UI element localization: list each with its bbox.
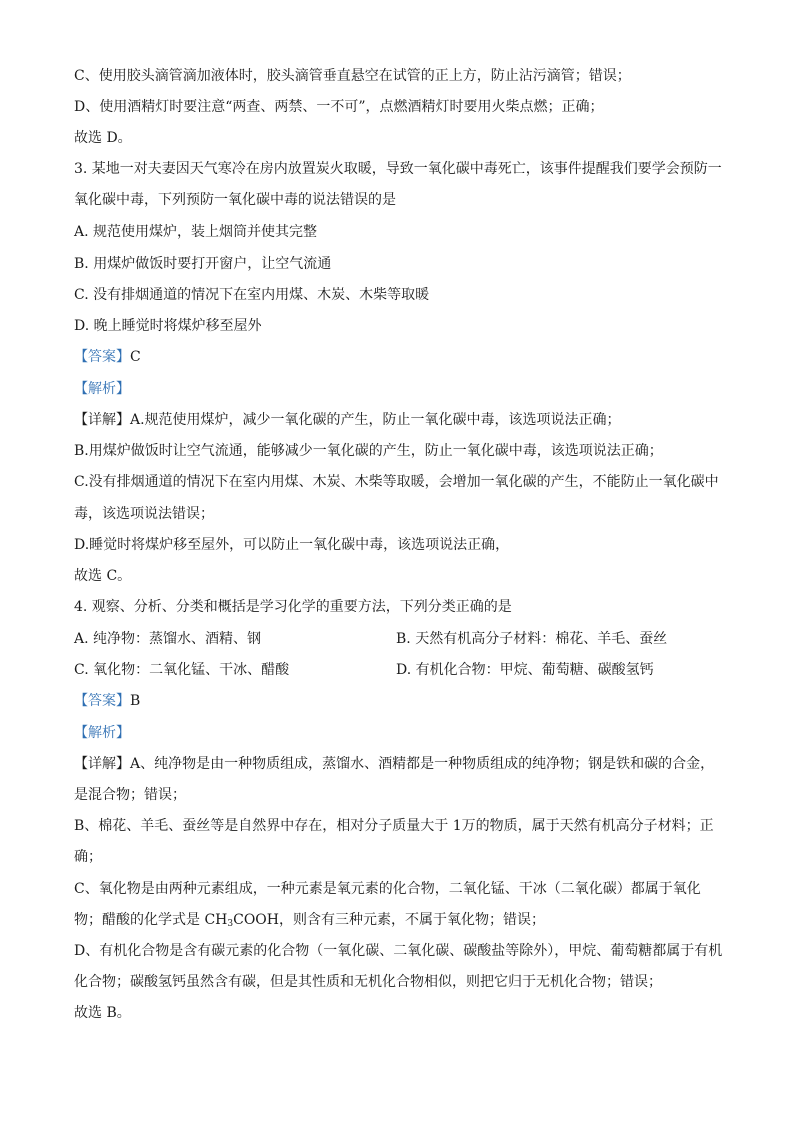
q3-answer [74,347,141,367]
q2-option-c-explanation: C、使用胶头滴管滴加液体时，胶头滴管垂直悬空在试管的正上方，防止沾污滴管；错误； [74,68,631,84]
q4-answer-value: B [130,693,141,709]
q4-detail-c2-subscript: 3 [227,919,234,929]
q3-detail-c-line-2: 毒，该选项说法错误； [74,506,214,522]
q4-detail-d-line-2: 化合物；碳酸氢钙虽然含有碳，但是其性质和无机化合物相似，则把它归于无机化合物；错误； [74,974,662,990]
q3-answer-value: C [130,349,141,365]
q4-detail-a-line-2: 是混合物；错误； [74,787,186,803]
q3-answer-tag: 【答案】 [74,349,130,365]
q3-analysis-heading [74,379,130,399]
q2-option-d-explanation: D、使用酒精灯时要注意“两查、两禁、一不可”，点燃酒精灯时要用火柴点燃；正确； [74,99,604,115]
q4-stem: 4. 观察、分析、分类和概括是学习化学的重要方法，下列分类正确的是 [74,599,512,615]
q3-detail-d: D.睡觉时将煤炉移至屋外，可以防止一氧化碳中毒，该选项说法正确， [74,537,510,553]
q4-detail-c2-pre: 物；醋酸的化学式是 CH [74,912,228,928]
q3-option-c: C. 没有排烟通道的情况下在室内用煤、木炭、木柴等取暖 [74,287,430,303]
q4-analysis-tag: 【解析】 [74,725,130,741]
q4-detail-c2-post: COOH，则含有三种元素，不属于氧化物；错误； [233,912,545,928]
q3-detail-b: B.用煤炉做饭时让空气流通，能够减少一氧化碳的产生，防止一氧化碳中毒，该选项说法正确； [74,443,663,459]
q4-option-c: C. 氧化物：二氧化锰、干冰、醋酸 [74,662,290,678]
q3-option-a: A. 规范使用煤炉，装上烟筒并使其完整 [74,224,318,240]
q4-answer [74,691,140,711]
q4-detail-d-line-1: D、有机化合物是含有碳元素的化合物（一氧化碳、二氧化碳、碳酸盐等除外），甲烷、葡萄糖都属于有机 [74,943,723,959]
q3-detail-a [74,410,621,430]
q4-detail-a-line-1 [74,754,714,774]
q4-option-a: A. 纯净物：蒸馏水、酒精、钢 [74,631,262,647]
q3-option-b: B. 用煤炉做饭时要打开窗户，让空气流通 [74,256,332,272]
q4-detail-tag: 【详解】 [74,756,130,772]
q4-detail-b-line-1: B、棉花、羊毛、蚕丝等是自然界中存在，相对分子质量大于 1万的物质，属于天然有机高分子材料；正 [74,818,714,834]
q4-option-b: B. 天然有机高分子材料：棉花、羊毛、蚕丝 [396,631,668,647]
q3-option-d: D. 晚上睡觉时将煤炉移至屋外 [74,318,262,334]
q3-analysis-tag: 【解析】 [74,381,130,397]
q3-detail-tag: 【详解】 [74,412,130,428]
q4-answer-tag: 【答案】 [74,693,130,709]
q3-stem-line-2: 氧化碳中毒，下列预防一氧化碳中毒的说法错误的是 [74,192,396,208]
q4-analysis-heading [74,723,130,743]
q4-detail-c-line-2 [74,910,545,930]
q2-conclusion: 故选 D。 [74,130,132,146]
q3-detail-c-line-1: C.没有排烟通道的情况下在室内用煤、木炭、木柴等取暖，会增加一氧化碳的产生，不能防止一氧化碳中 [74,474,719,490]
q3-detail-a-text: A.规范使用煤炉，减少一氧化碳的产生，防止一氧化碳中毒，该选项说法正确； [130,412,621,428]
q4-conclusion: 故选 B。 [74,1005,131,1021]
q3-stem-line-1: 3. 某地一对夫妻因天气寒冷在房内放置炭火取暖，导致一氧化碳中毒死亡，该事件提醒我们要学会预防一 [74,161,722,177]
q4-option-d: D. 有机化合物：甲烷、葡萄糖、碳酸氢钙 [396,662,654,678]
q4-detail-c-line-1: C、氧化物是由两种元素组成，一种元素是氧元素的化合物，二氧化锰、干冰（二氧化碳）都属于氧化 [74,881,701,897]
q4-detail-b-line-2: 确； [74,849,102,865]
q4-detail-a-text: A、纯净物是由一种物质组成，蒸馏水、酒精都是一种物质组成的纯净物；钢是铁和碳的合金， [130,756,715,772]
q3-conclusion: 故选 C。 [74,568,132,584]
